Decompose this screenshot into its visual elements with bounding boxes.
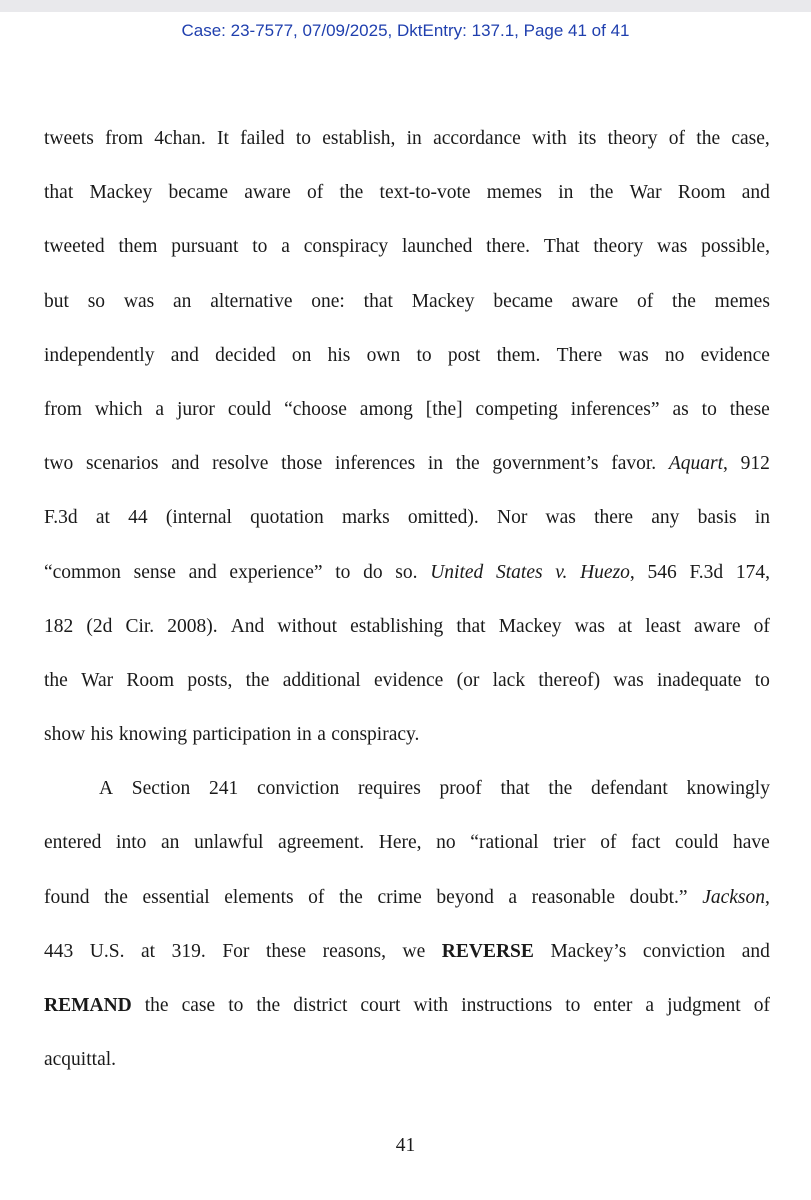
word: competing [475,398,558,420]
word: of [637,290,654,312]
word: launched [401,236,473,258]
word: least [645,615,681,637]
word: was [123,290,155,312]
word: in [296,724,312,746]
text-line [44,393,770,447]
word: to [416,344,432,366]
word: any [651,507,680,529]
word: unlawful [194,832,264,854]
word: one: [311,290,345,312]
word: the [548,778,573,800]
word: evidence [700,344,770,366]
word: 546 [647,561,677,583]
word: Jackson, [702,886,770,908]
word: to [754,669,770,691]
word: States [496,561,543,583]
word: additional [282,669,361,691]
word: inferences” [570,398,660,420]
word: inadequate [656,669,742,691]
word: War [81,669,114,691]
word: 44 [128,507,148,529]
text-line [44,610,770,664]
word: a [317,724,326,746]
word: requires [357,778,421,800]
word: at [141,940,156,962]
text-line [44,285,770,339]
word: the [104,886,128,908]
word: these [729,398,770,420]
word: elements [224,886,294,908]
word: those [281,453,323,475]
word: without [277,615,337,637]
word: to [701,398,717,420]
word: his [327,344,351,366]
word: agreement. [278,832,365,854]
text-line [44,826,770,880]
word: that [44,182,74,204]
word: the [672,290,696,312]
word: at [95,507,110,529]
word: that [500,778,530,800]
word: There [556,344,603,366]
word: acquittal. [44,1049,117,1071]
word: proof [439,778,482,800]
word: War [629,182,662,204]
word: Mackey [89,182,153,204]
text-line [44,664,770,718]
word: to [228,995,244,1016]
word: It [216,128,229,149]
word: judgment [667,995,741,1016]
word: and [741,940,770,962]
text-line [44,1043,770,1097]
word: tweeted [44,236,105,258]
word: text-to-vote [379,182,471,204]
word: found [44,886,90,908]
word: and [170,344,199,366]
word: evidence [374,669,444,691]
word: government’s [492,453,599,475]
word: And [230,615,265,637]
word: there. [486,236,531,258]
word: a [645,995,655,1016]
word: of [753,995,770,1016]
word: independently [44,344,155,366]
word: in [406,128,422,149]
word: of [307,182,324,204]
word: Room [677,182,726,204]
page-number: 41 [395,1135,416,1156]
word: Mackey [411,290,475,312]
word: of [668,128,686,149]
text-line [44,718,770,772]
word: Huezo, [580,561,635,583]
word: court [360,995,401,1016]
word: decided [215,344,276,366]
word: the [339,182,364,204]
word: the [256,995,281,1016]
word: alternative [210,290,293,312]
word: 912 [740,453,770,475]
word: show [44,724,86,746]
text-line [44,122,770,176]
word: lack [492,669,526,691]
word: no [664,344,685,366]
word: which [94,398,143,420]
word: in [754,507,770,529]
word: do [363,561,383,583]
word: experience” [229,561,323,583]
word: was [613,669,644,691]
word: of [600,832,617,854]
word: marks [342,507,390,529]
word: conspiracy [303,236,389,258]
word: was [574,615,605,637]
word: aware [694,615,741,637]
text-line [44,230,770,284]
word: Aquart, [668,453,728,475]
word: at [618,615,633,637]
word: “choose [284,398,347,420]
case-header: Case: 23-7577, 07/09/2025, DktEntry: 137.1, Page 41 of 41 [181,21,630,40]
word: these [265,940,307,962]
word: of [308,886,325,908]
word: memes [486,182,542,204]
word: case [181,995,216,1016]
word: Here, [378,832,422,854]
word: to [295,128,311,149]
word: instructions [461,995,553,1016]
word: doubt.” [629,886,688,908]
word: Cir. [125,615,155,637]
word: fact [631,832,661,854]
word: became [493,290,553,312]
word: case, [731,128,770,149]
word: a [281,236,290,258]
word: (or [456,669,480,691]
word: his [90,724,114,746]
word: that [363,290,393,312]
word: United [430,561,484,583]
word: 319. [171,940,206,962]
word: accordance [433,128,521,149]
word: REVERSE [441,940,534,962]
word: was [545,507,576,529]
text-line [44,176,770,230]
word: there [594,507,634,529]
word: the [696,128,721,149]
word: beyond [436,886,494,908]
word: have [733,832,770,854]
word: was [657,236,688,258]
word: a [508,886,518,908]
word: could [675,832,719,854]
word: trier [553,832,586,854]
word: quotation [250,507,324,529]
word: became [168,182,229,204]
word: so [87,290,106,312]
word: district [293,995,348,1016]
word: posts, [187,669,233,691]
word: participation [192,724,292,746]
word: in [427,453,444,475]
word: an [161,832,180,854]
word: them [118,236,158,258]
word: “rational [470,832,539,854]
word: 443 [44,940,74,962]
word: 2008). [167,615,218,637]
word: essential [142,886,210,908]
word: from [105,128,143,149]
text-line [44,935,770,989]
text-line [44,339,770,393]
text-line [44,556,770,610]
word: with [413,995,449,1016]
word: reasonable [531,886,616,908]
word: defendant [590,778,668,800]
word: knowing [118,724,188,746]
word: enter [593,995,633,1016]
word: of [753,615,770,637]
word: tweets [44,128,94,149]
word: Nor [497,507,528,529]
word: favor. [611,453,657,475]
word: theory [607,128,658,149]
word: aware [571,290,619,312]
word: A [99,778,114,800]
word: Mackey’s [550,940,627,962]
word: an [172,290,192,312]
word: (2d [86,615,113,637]
word: basis [697,507,737,529]
word: establishing [350,615,444,637]
word: to [565,995,581,1016]
word: 182 [44,615,74,637]
word: sense [133,561,176,583]
word: the [144,995,169,1016]
word: thereof) [538,669,601,691]
word: on [291,344,312,366]
word: them. [496,344,541,366]
word: and [171,453,200,475]
text-line [44,772,770,826]
word: F.3d [44,507,78,529]
word: the [455,453,480,475]
word: theory [593,236,644,258]
text-line [44,989,770,1043]
word: among [359,398,413,420]
word: but [44,290,69,312]
word: knowingly [686,778,770,800]
word: reasons, [322,940,386,962]
word: conviction [642,940,726,962]
word: in [558,182,574,204]
word: to [335,561,351,583]
word: Room [126,669,175,691]
word: F.3d [689,561,724,583]
word: pursuant [171,236,239,258]
word: Mackey [498,615,562,637]
word: we [402,940,426,962]
word: U.S. [89,940,125,962]
word: [the] [425,398,463,420]
word: memes [714,290,770,312]
word: v. [555,561,568,583]
word: two [44,453,74,475]
word: That [543,236,580,258]
word: possible, [701,236,770,258]
text-line [44,447,770,501]
word: Section [131,778,191,800]
word: with [532,128,567,149]
word: “common [44,561,121,583]
word: juror [176,398,215,420]
word: establish, [322,128,396,149]
word: crime [377,886,422,908]
word: failed [240,128,285,149]
word: omitted). [407,507,479,529]
word: that [456,615,486,637]
word: a [155,398,165,420]
word: the [339,886,363,908]
word: entered [44,832,102,854]
word: its [577,128,597,149]
word: the [44,669,68,691]
word: own [366,344,401,366]
word: no [436,832,456,854]
viewer-top-strip [0,0,811,12]
word: resolve [212,453,269,475]
word: the [589,182,614,204]
word: and [188,561,217,583]
word: conviction [256,778,340,800]
word: 241 [209,778,239,800]
word: inferences [335,453,416,475]
word: into [116,832,147,854]
word: aware [244,182,291,204]
word: so. [395,561,418,583]
word: the [245,669,270,691]
word: scenarios [85,453,159,475]
text-line [44,501,770,555]
word: post [447,344,481,366]
text-line [44,881,770,935]
word: 174, [735,561,770,583]
word: conspiracy. [331,724,420,746]
word: 4chan. [154,128,206,149]
word: For [222,940,250,962]
word: could [227,398,272,420]
word: as [672,398,689,420]
word: from [44,398,82,420]
word: to [252,236,268,258]
opinion-body-text [44,122,770,1097]
word: and [741,182,770,204]
word: (internal [165,507,232,529]
word: REMAND [44,995,132,1016]
word: was [618,344,649,366]
